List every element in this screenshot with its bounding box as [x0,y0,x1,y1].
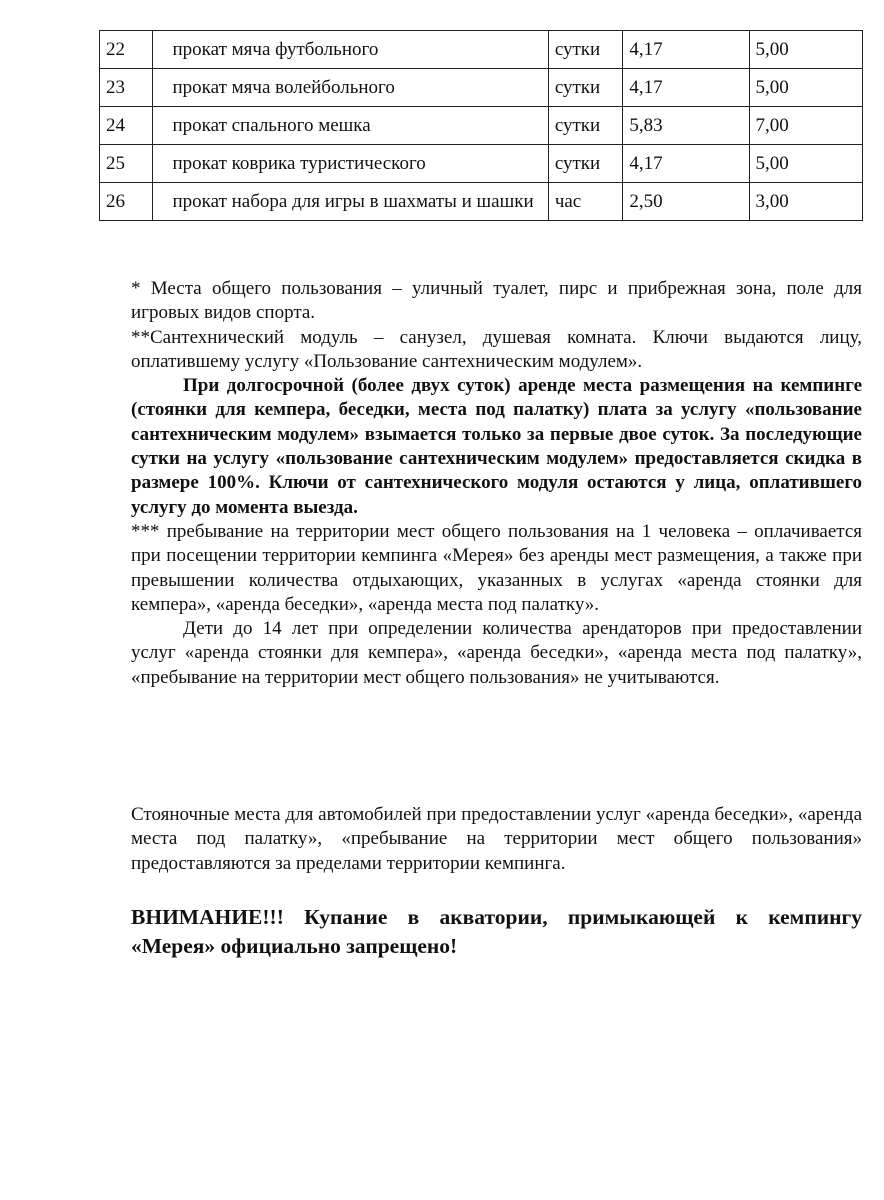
price-without-vat: 4,17 [623,69,749,107]
price-table [99,30,863,221]
notes-section [131,277,862,690]
table-row [100,183,863,221]
table-row [100,107,863,145]
price-with-vat: 5,00 [749,69,862,107]
note-common-areas: * Места общего пользования – уличный туалет, пирс и прибрежная зона, поле для игровых видов спорта. [131,278,862,324]
price-without-vat: 2,50 [623,183,749,221]
unit: сутки [548,31,623,69]
warning-section [131,903,862,961]
price-without-vat: 4,17 [623,31,749,69]
unit: час [548,183,623,221]
children-notice: Дети до 14 лет при определении количества арендаторов при предоставлении услуг «аренда стоянки для кемпера», «аренда беседки», «аренда места под палатку», «пребывание на территории мест общего пользования» не учитываются. [131,618,862,688]
parking-notice: Стояночные места для автомобилей при предоставлении услуг «аренда беседки», «аренда места под палатку», «пребывание на территории мест общего пользования» предоставляются за пределами территории кемпинга. [131,804,862,874]
service-name: прокат набора для игры в шахматы и шашки [152,183,548,221]
service-name: прокат мяча волейбольного [152,69,548,107]
price-without-vat: 5,83 [623,107,749,145]
service-name: прокат коврика туристического [152,145,548,183]
price-with-vat: 5,00 [749,31,862,69]
unit: сутки [548,145,623,183]
swimming-warning: ВНИМАНИЕ!!! Купание в акватории, примыкающей к кемпингу «Мерея» официально запрещено! [131,905,862,958]
price-without-vat: 4,17 [623,145,749,183]
price-with-vat: 7,00 [749,107,862,145]
unit: сутки [548,107,623,145]
row-number: 25 [100,145,153,183]
table-row [100,145,863,183]
long-term-rent-notice: При долгосрочной (более двух суток) аренде места размещения на кемпинге (стоянки для кемпера, беседки, места под палатку) плата за услугу «пользование сантехническим модулем» взымается только за первые двое суток. За последующие сутки на услугу «пользование сантехническим модулем» предоставляется скидка в размере 100%. Ключи от сантехнического модуля остаются у лица, оплатившего услугу до момента выезда. [131,375,862,518]
price-with-vat: 3,00 [749,183,862,221]
price-with-vat: 5,00 [749,145,862,183]
unit: сутки [548,69,623,107]
service-name: прокат спального мешка [152,107,548,145]
price-table-body [100,31,863,221]
row-number: 23 [100,69,153,107]
row-number: 22 [100,31,153,69]
note-sanitary-module: **Сантехнический модуль – санузел, душевая комната. Ключи выдаются лицу, оплатившему услугу «Пользование сантехническим модулем». [131,326,862,372]
parking-section [131,803,862,876]
row-number: 24 [100,107,153,145]
note-stay-common-areas: *** пребывание на территории мест общего пользования на 1 человека – оплачивается при посещении территории кемпинга «Мерея» без аренды мест размещения, а также при превышении количества отдыхающих, указанных в услугах «аренда стоянки для кемпера», «аренда беседки», «аренда места под палатку». [131,520,862,615]
service-name: прокат мяча футбольного [152,31,548,69]
table-row [100,31,863,69]
table-row [100,69,863,107]
row-number: 26 [100,183,153,221]
